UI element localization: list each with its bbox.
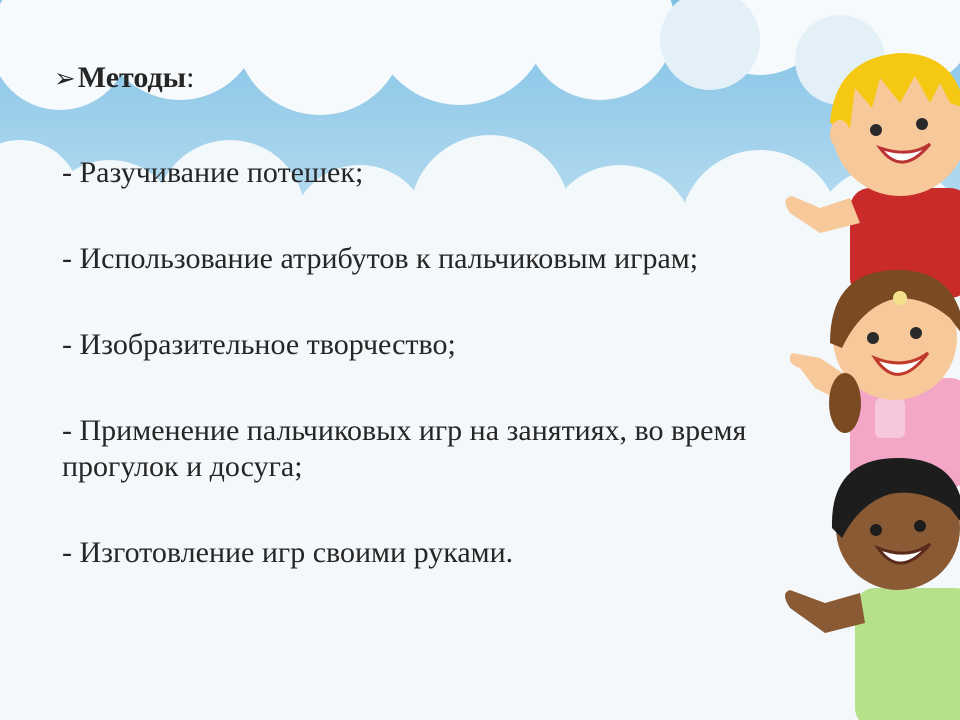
- title-row: [54, 60, 782, 97]
- slide-title: Методы: [77, 61, 187, 94]
- girl-figure: [790, 270, 960, 488]
- cartoon-children-illustration: [780, 48, 960, 720]
- list-item: - Изобразительное творчество;: [62, 328, 456, 361]
- list-item: - Разучивание потешек;: [62, 156, 364, 189]
- dark-haired-boy-figure: [785, 458, 960, 720]
- title-colon: :: [186, 61, 195, 94]
- arrow-checkmark-icon: ➢: [54, 64, 76, 93]
- list-item: - Изготовление игр своими руками.: [62, 536, 514, 569]
- blond-boy-figure: [785, 53, 960, 298]
- list-item: - Применение пальчиковых игр на занятиях, во время прогулок и досуга;: [62, 414, 747, 483]
- slide-content: [54, 60, 782, 621]
- list-item: - Использование атрибутов к пальчиковым играм;: [62, 242, 699, 275]
